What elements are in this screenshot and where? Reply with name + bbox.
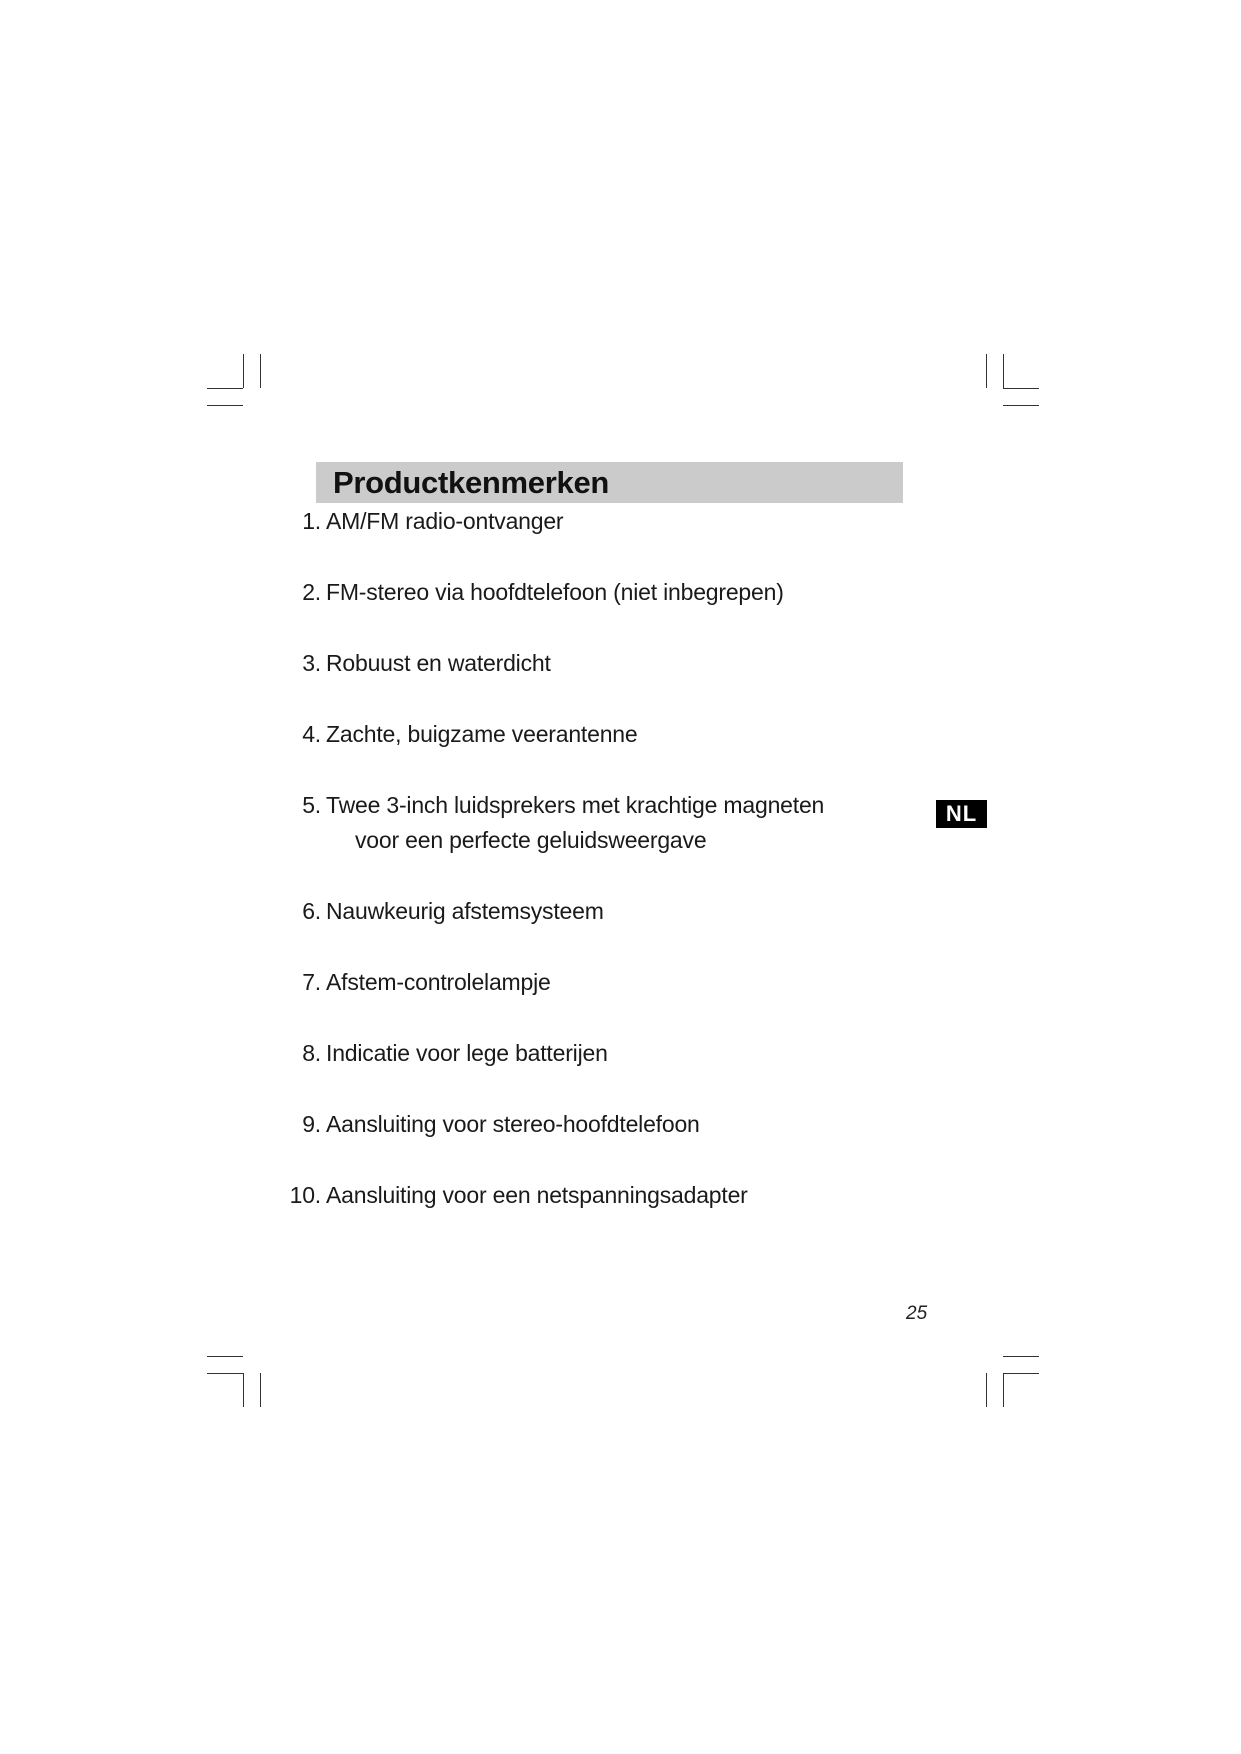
crop-mark [207,388,243,389]
crop-mark [1003,1373,1004,1407]
page-number: 25 [906,1303,928,1324]
list-item-number: 9. [302,1111,321,1137]
list-item [278,1178,748,1213]
section-title: Productkenmerken [333,465,610,500]
list-item-text: Zachte, buigzame veerantenne [326,721,638,747]
list-item-number: 5. [302,792,321,818]
crop-mark [986,354,987,388]
list-item [289,894,604,929]
list-item-text: Indicatie voor lege batterijen [326,1040,608,1066]
list-item-number: 4. [302,721,321,747]
list-item-text: Twee 3-inch luidsprekers met krachtige magneten [326,792,825,818]
crop-mark [243,1373,244,1407]
language-badge: NL [936,800,987,828]
list-item-text: Nauwkeurig afstemsysteem [326,898,604,924]
crop-mark [1003,388,1039,389]
crop-mark [1003,354,1004,388]
list-item [289,575,784,610]
crop-mark [260,1373,261,1407]
list-item-text: Afstem-controlelampje [326,969,551,995]
crop-mark [207,1373,243,1374]
crop-mark [207,1356,243,1357]
crop-mark [1003,405,1039,406]
list-item-number: 10. [289,1182,321,1208]
crop-mark [1003,1356,1039,1357]
crop-mark [986,1373,987,1407]
list-item-number: 1. [302,508,321,534]
list-item [289,1107,700,1142]
crop-mark [260,354,261,388]
list-item-text: Robuust en waterdicht [326,650,551,676]
list-item-text: Aansluiting voor stereo-hoofdtelefoon [326,1111,700,1137]
list-item-text: FM-stereo via hoofdtelefoon (niet inbegrepen) [326,579,784,605]
list-item-number: 7. [302,969,321,995]
crop-mark [207,405,243,406]
crop-mark [243,354,244,388]
list-item [289,646,551,681]
list-item [289,788,824,858]
list-item [289,504,563,539]
crop-mark [1003,1373,1039,1374]
list-item [289,1036,608,1071]
list-item-text: AM/FM radio-ontvanger [326,508,564,534]
list-item-number: 3. [302,650,321,676]
list-item-number: 8. [302,1040,321,1066]
list-item [289,965,551,1000]
list-item-text-continued: voor een perfecte geluidsweergave [355,827,707,853]
list-item-number: 6. [302,898,321,924]
list-item-number: 2. [302,579,321,605]
list-item-text: Aansluiting voor een netspanningsadapter [326,1182,748,1208]
list-item [289,717,638,752]
